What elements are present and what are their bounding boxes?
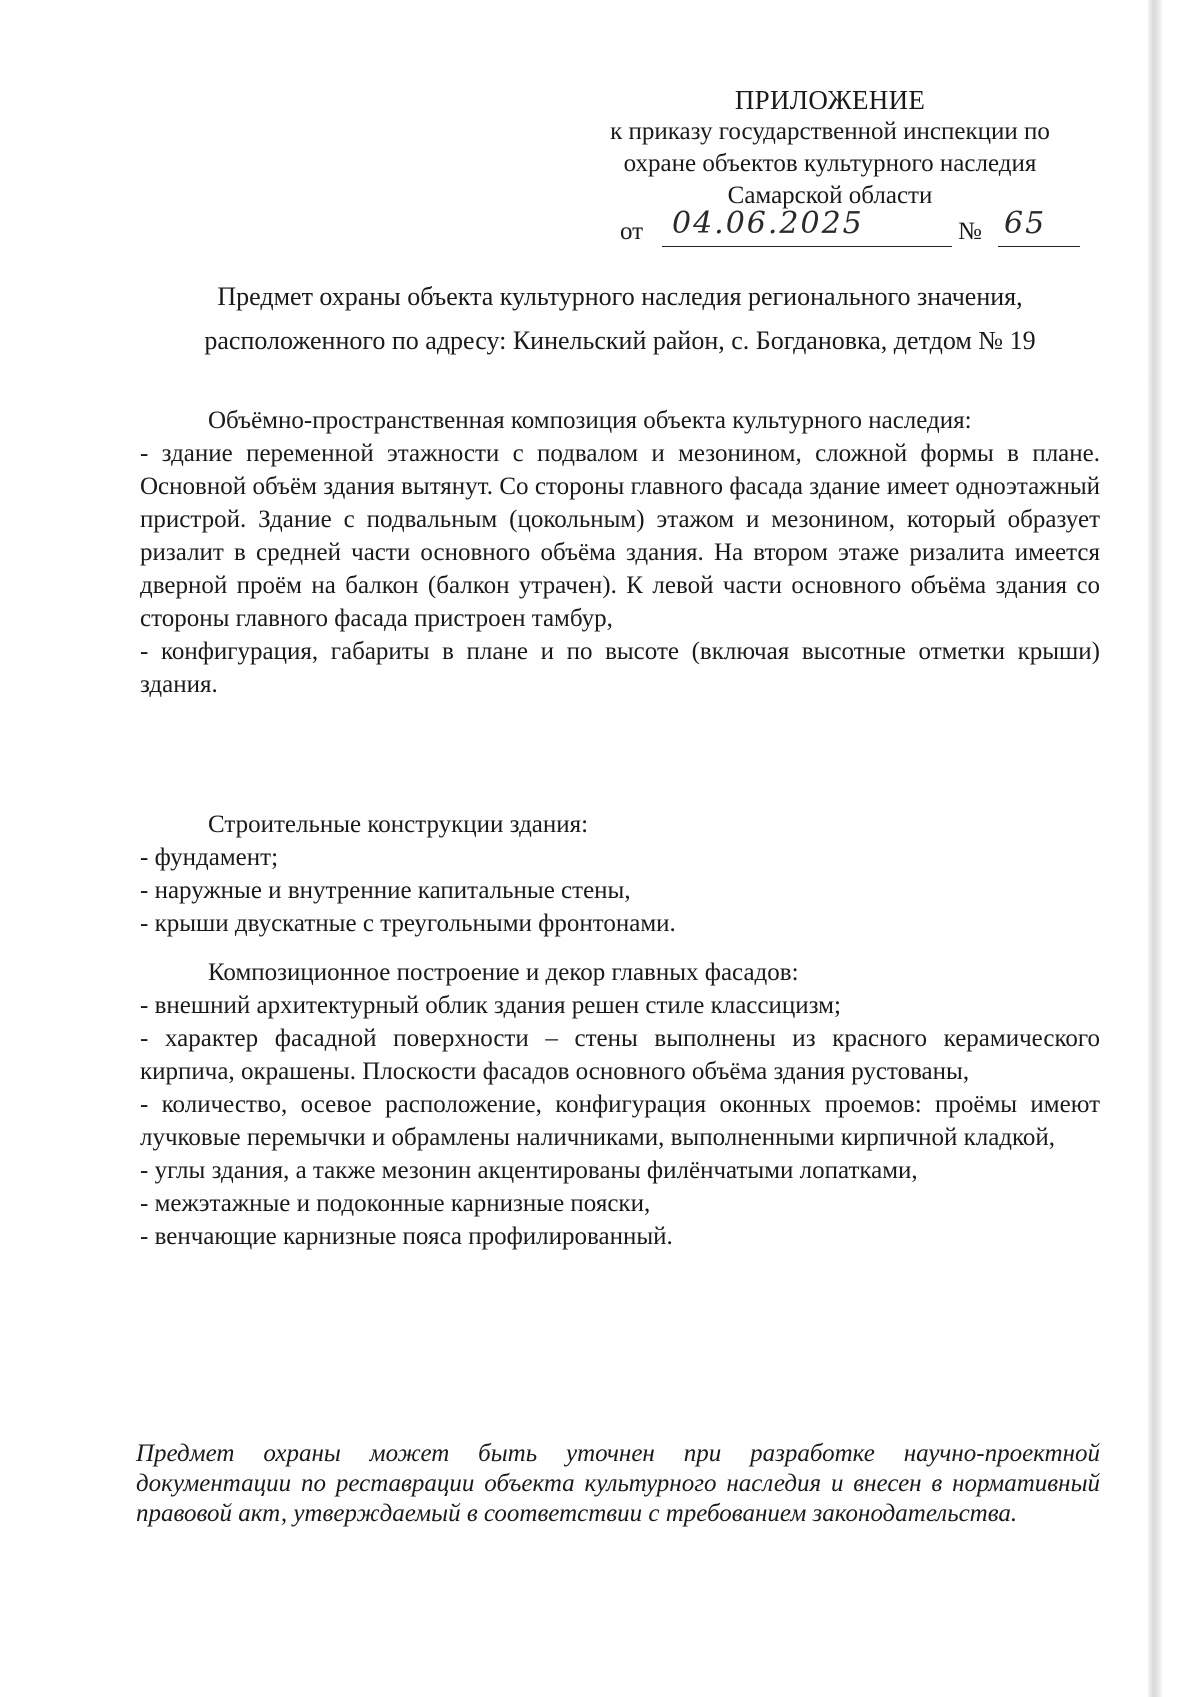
list-item: - венчающие карнизные пояса профилированный. bbox=[140, 1223, 673, 1250]
date-field bbox=[662, 206, 952, 247]
scan-edge-shadow bbox=[1148, 0, 1162, 1697]
approval-block bbox=[560, 84, 1100, 212]
handwritten-number: 65 bbox=[1004, 206, 1047, 241]
approval-line-1: к приказу государственной инспекции по bbox=[610, 118, 1050, 145]
document-heading-line-1: Предмет охраны объекта культурного наследия регионального значения, bbox=[217, 282, 1023, 311]
list-item: - крыши двускатные с треугольными фронтонами. bbox=[140, 910, 676, 937]
list-item: - здание переменной этажности с подвалом и мезонином, сложной формы в плане. Основной объём здания вытянут. Со стороны главного фасада здание имеет одноэтажный пристрой. Здание с подвальным (цокольным) этажом и мезонином, который образует ризалит в средней части основного объёма здания. На втором этаже ризалита имеется дверной проём на балкон (балкон утрачен). К левой части основного объёма здания со стороны главного фасада пристроен тамбур, bbox=[140, 440, 1100, 632]
section-facade-composition bbox=[140, 956, 1100, 1253]
document-heading-line-2: расположенного по адресу: Кинельский район, с. Богдановка, детдом № 19 bbox=[204, 326, 1036, 355]
list-item: - количество, осевое расположение, конфигурация оконных проемов: проёмы имеют лучковые перемычки и обрамлены наличниками, выполненными кирпичной кладкой, bbox=[140, 1091, 1100, 1151]
list-item: - углы здания, а также мезонин акцентированы филёнчатыми лопатками, bbox=[140, 1157, 918, 1184]
section-title: Строительные конструкции здания: bbox=[208, 811, 589, 838]
section-volume-composition bbox=[140, 404, 1100, 701]
list-item: - межэтажные и подоконные карнизные пояски, bbox=[140, 1190, 651, 1217]
list-item: - фундамент; bbox=[140, 844, 279, 871]
section-title: Объёмно-пространственная композиция объекта культурного наследия: bbox=[208, 407, 972, 434]
list-item: - характер фасадной поверхности – стены выполнены из красного керамического кирпича, окрашены. Плоскости фасадов основного объёма здания рустованы, bbox=[140, 1025, 1100, 1085]
from-label: от bbox=[620, 218, 644, 245]
list-item: - конфигурация, габариты в плане и по высоте (включая высотные отметки крыши) здания. bbox=[140, 638, 1100, 698]
approval-line-3: Самарской области bbox=[727, 182, 933, 209]
number-label: № bbox=[958, 218, 982, 245]
handwritten-date: 04.06.2025 bbox=[672, 206, 864, 241]
number-field bbox=[998, 206, 1080, 247]
section-title: Композиционное построение и декор главных фасадов: bbox=[208, 959, 799, 986]
italic-note: Предмет охраны может быть уточнен при разработке научно-проектной документации по реставрации объекта культурного наследия и внесен в нормативный правовой акт, утверждаемый в соответствии с требованием законодательства. bbox=[136, 1440, 1100, 1527]
order-date-number-line bbox=[620, 206, 1100, 252]
section-building-structures bbox=[140, 808, 1100, 940]
list-item: - внешний архитектурный облик здания решен стиле классицизм; bbox=[140, 992, 841, 1019]
appendix-title: ПРИЛОЖЕНИЕ bbox=[734, 85, 926, 115]
approval-line-2: охране объектов культурного наследия bbox=[623, 150, 1037, 177]
list-item: - наружные и внутренние капитальные стены, bbox=[140, 877, 631, 904]
